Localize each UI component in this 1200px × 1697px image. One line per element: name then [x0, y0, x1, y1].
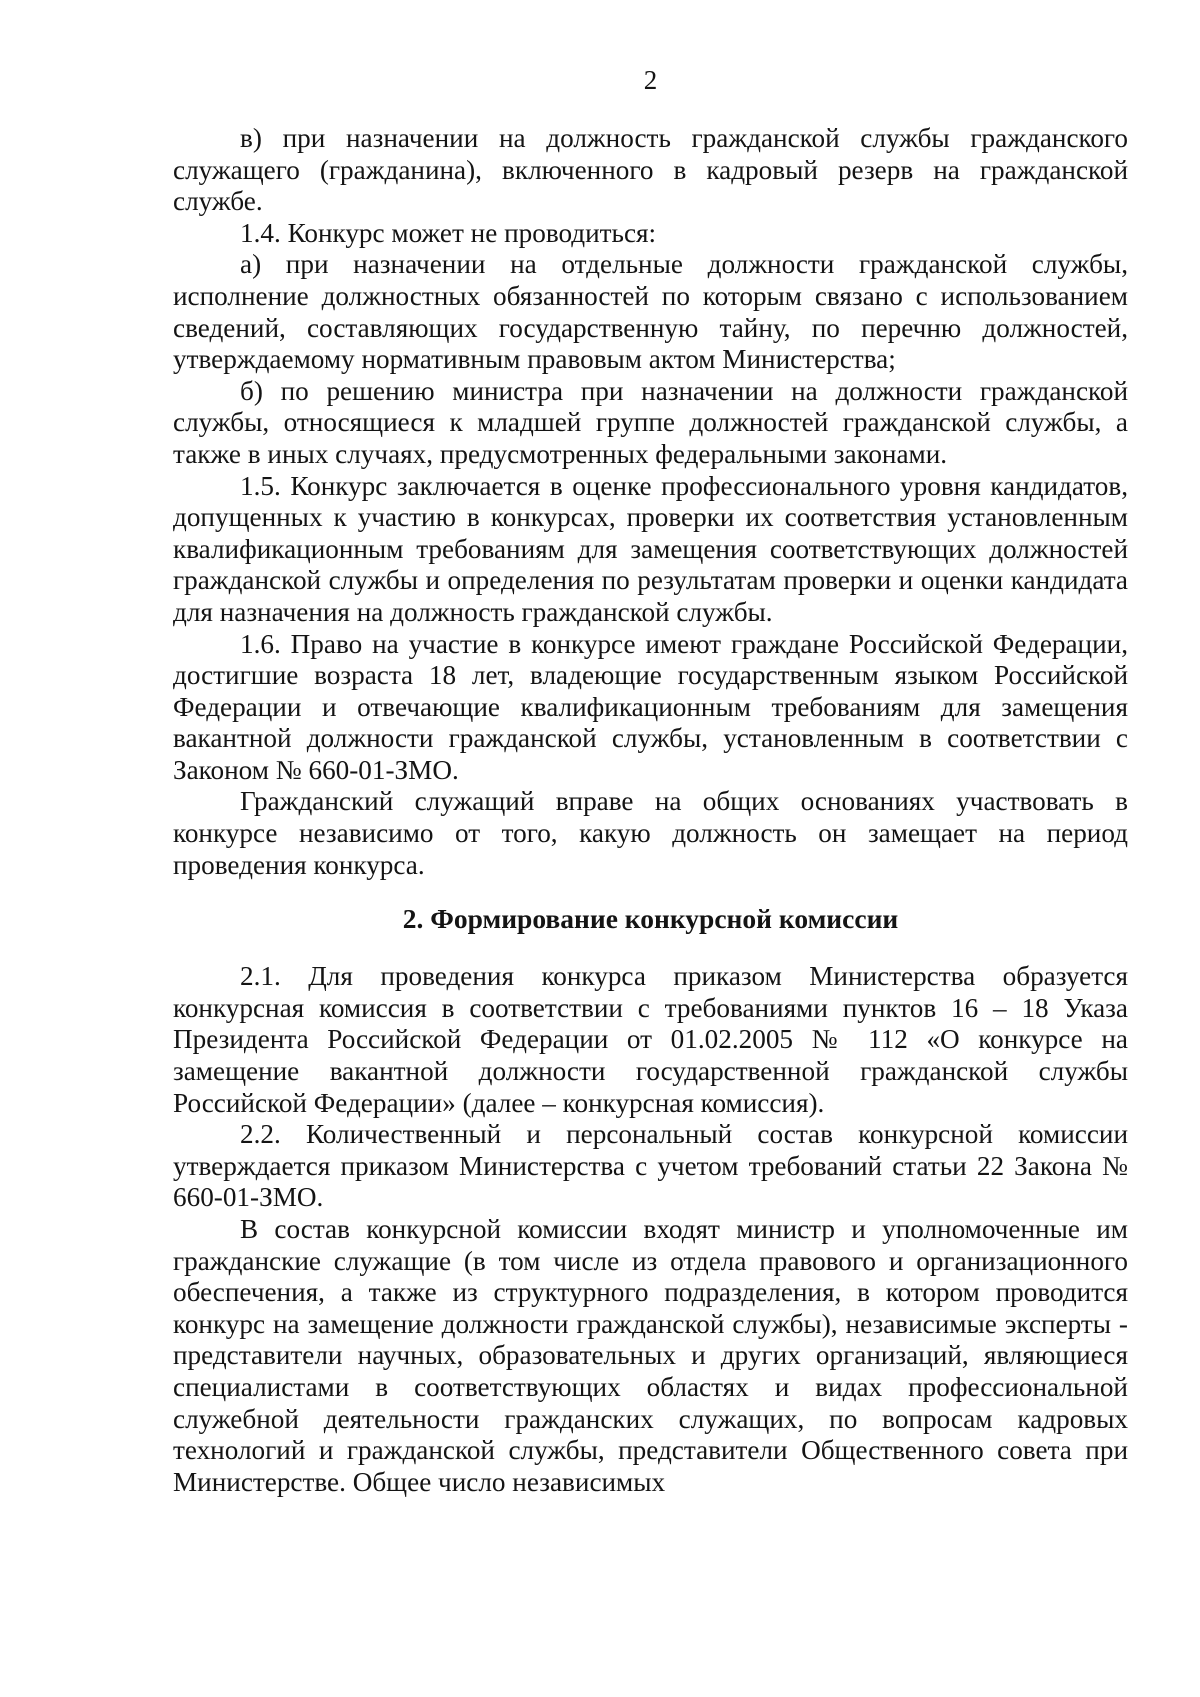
- paragraph-2-2: 2.2. Количественный и персональный состав конкурсной комиссии утверждается приказом Министерства с учетом требований статьи 22 Закона № 660-01-ЗМО.: [173, 1119, 1128, 1213]
- paragraph-1-4-a: а) при назначении на отдельные должности гражданской службы, исполнение должностных обязанностей по которым связано с использованием сведений, составляющих государственную тайну, по перечню должностей, утверждаемому нормативным правовым актом Министерства;: [173, 249, 1128, 375]
- paragraph-1-4-b: б) по решению министра при назначении на должности гражданской службы, относящиеся к младшей группе должностей гражданской службы, а также в иных случаях, предусмотренных федеральными законами.: [173, 375, 1128, 469]
- paragraph-1-5: 1.5. Конкурс заключается в оценке профессионального уровня кандидатов, допущенных к участию в конкурсах, проверки их соответствия установленным квалификационным требованиям для замещения соответствующих должностей гражданской службы и определения по результатам проверки и оценки кандидата для назначения на должность гражданской службы.: [173, 470, 1128, 627]
- paragraph-1-3-v: в) при назначении на должность гражданской службы гражданского служащего (гражданина), включенного в кадровый резерв на гражданской службе.: [173, 123, 1128, 217]
- paragraph-2-2-composition: В состав конкурсной комиссии входят министр и уполномоченные им гражданские служащие (в том числе из отдела правового и организационного обеспечения, а также из структурного подразделения, в котором проводится конкурс на замещение должности гражданской службы), независимые эксперты - представители научных, образовательных и других организаций, являющиеся специалистами в соответствующих областях и видах профессиональной служебной деятельности гражданских служащих, по вопросам кадровых технологий и гражданской службы, представители Общественного совета при Министерстве. Общее число независимых: [173, 1214, 1128, 1497]
- document-body: [173, 123, 1128, 1498]
- paragraph-1-6: 1.6. Право на участие в конкурсе имеют граждане Российской Федерации, достигшие возраста 18 лет, владеющие государственным языком Российской Федерации и отвечающие квалификационным требованиям для замещения вакантной должности гражданской службы, установленным в соответствии с Законом № 660-01-ЗМО.: [173, 628, 1128, 785]
- page-number: 2: [643, 65, 658, 95]
- paragraph-1-6-civil-servant: Гражданский служащий вправе на общих основаниях участвовать в конкурсе независимо от того, какую должность он замещает на период проведения конкурса.: [173, 786, 1128, 880]
- section-heading-2: 2. Формирование конкурсной комиссии: [402, 903, 899, 935]
- paragraph-1-4: 1.4. Конкурс может не проводиться:: [240, 217, 657, 248]
- paragraph-2-1: 2.1. Для проведения конкурса приказом Министерства образуется конкурсная комиссия в соответствии с требованиями пунктов 16 – 18 Указа Президента Российской Федерации от 01.02.2005 № 112 «О конкурсе на замещение вакантной должности государственной гражданской службы Российской Федерации» (далее – конкурсная комиссия).: [173, 961, 1128, 1118]
